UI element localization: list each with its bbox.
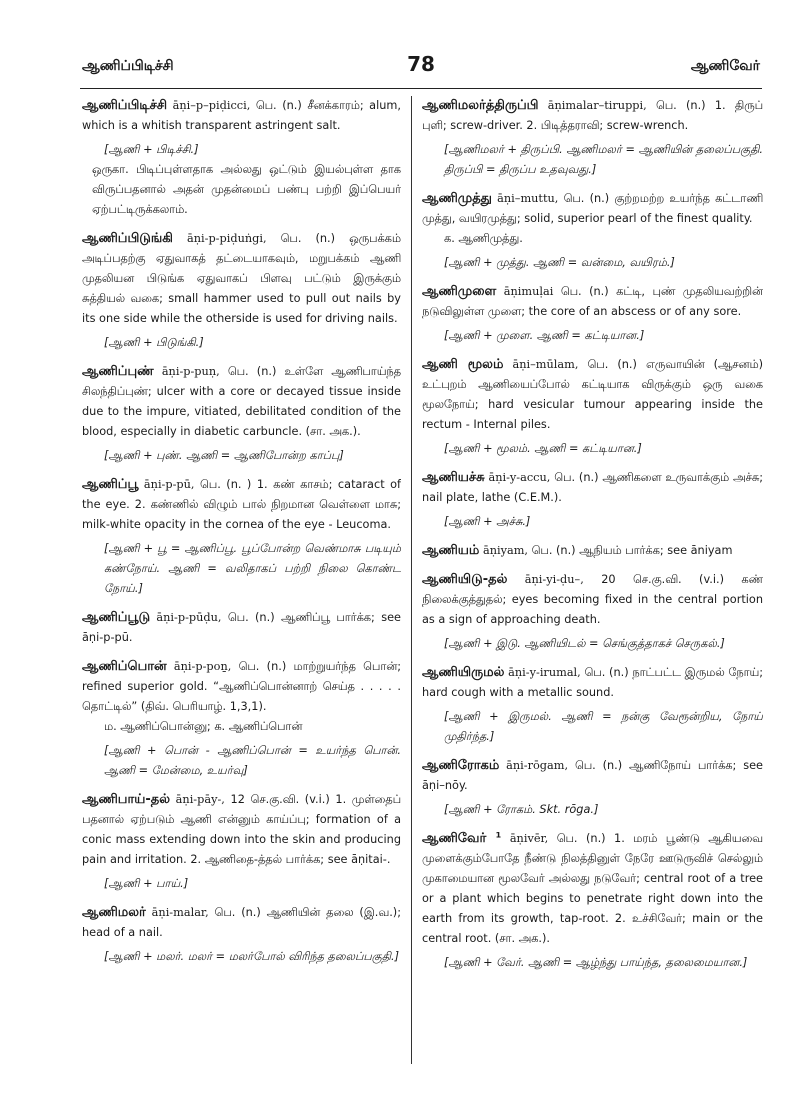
etymology: [ஆணி + முத்து. ஆணி = வன்மை, வயிரம்.] xyxy=(444,256,675,269)
etymology: [ஆணி + மலர். மலர் = மலர்போல் விரிந்த தலைப்பகுதி.] xyxy=(104,950,400,963)
definition: பெ. (n.) சீனக்காரம்; alum, which is a whitish transparent astringent salt. xyxy=(82,99,401,132)
headword: ஆணியிடு-தல் xyxy=(422,572,508,587)
dictionary-entry xyxy=(82,475,401,599)
definition: பெ. (n.) எருவாயின் (ஆசனம்) உட்புறம் ஆணியைப்போல் கட்டியாக விருக்கும் ஒரு வகை மூலநோய்; hard vesicular tumour appearing inside the rectum - Internal piles. xyxy=(422,358,763,431)
header-rule xyxy=(80,88,762,89)
transliteration: āṇiyam, xyxy=(479,544,532,557)
definition: பெ. (n.) 1. மரம் பூண்டு ஆகியவை முளைக்கும்போதே நீண்டு நிலத்தினுள் நேரே ஊடுருவிச் செல்லும் முகாமையான மூலவேர் அல்லது நடுவேர்; central root of a tree or a plant which begins to penetrate right down into the earth from its growth, tap-root. 2. உச்சிவேர்; main or the central root. (சா. அக.). xyxy=(422,832,763,945)
dictionary-entry xyxy=(422,570,763,654)
dictionary-entry xyxy=(422,541,763,561)
dictionary-entry xyxy=(82,657,401,781)
left-guide-word: ஆணிப்பிடிச்சி xyxy=(82,58,174,74)
etymology: [ஆணி + பிடுங்கி.] xyxy=(104,336,204,349)
etymology: [ஆணி + இடு. ஆணியிடல் = செங்குத்தாகச் செருகல்.] xyxy=(444,637,725,650)
definition: பெ. (n.) ஆநியம் பார்க்க; see āniyam xyxy=(531,544,733,557)
cognates: ம. ஆணிப்பொன்னு; க. ஆணிப்பொன் xyxy=(104,720,303,733)
left-column xyxy=(82,96,401,1070)
right-column xyxy=(422,96,763,1070)
dictionary-entry xyxy=(82,903,401,967)
etymology: [ஆணிமலர் + திருப்பி. ஆணிமலர் = ஆணியின் தலைப்பகுதி. திருப்பி = திருப்ப உதவுவது.] xyxy=(444,143,763,176)
etymology: [ஆணி + மூலம். ஆணி = கட்டியான.] xyxy=(444,442,642,455)
headword: ஆணிமுளை xyxy=(422,284,497,299)
etymology: [ஆணி + அச்சு.] xyxy=(444,515,531,528)
definition: பெ. (n.) 1. திருப் புளி; screw-driver. 2. பிடித்தராவி; screw-wrench. xyxy=(422,99,763,132)
definition: பெ. (n.) கட்டி, புண் முதலியவற்றின் நடுவிலுள்ள முளை; the core of an abscess or of any sore. xyxy=(422,285,763,318)
page-header xyxy=(82,50,760,84)
etymology: [ஆணி + புண். ஆணி = ஆணிபோன்ற காப்பு] xyxy=(104,449,344,462)
transliteration: āṇi-rōgam, xyxy=(499,759,575,772)
headword: ஆணிப்புண் xyxy=(82,364,154,379)
etymology: [ஆணி + பிடிச்சி.] xyxy=(104,143,199,156)
definition: பெ. (n.) ஒருபக்கம் அடிப்பதற்கு ஏதுவாகத் தட்டையாகவும், மறுபக்கம் ஆணி முதலியன பிடுங்க ஏதுவாகப் பிளவு பட்டும் இருக்கும் சுத்தியல் வகை; small hammer used to pull out nails by its one side while the otherside is used for driving nails. xyxy=(82,232,401,325)
etymology: [ஆணி + வேர். ஆணி = ஆழ்ந்து பாய்ந்த, தலைமையான.] xyxy=(444,956,748,969)
dictionary-entry xyxy=(422,829,763,973)
transliteration: āṇi-p-piḍuṅgi, xyxy=(172,232,281,245)
definition: பெ. (n.) நாட்பட்ட இருமல் நோய்; hard cough with a metallic sound. xyxy=(422,666,763,699)
definition: பெ. (n.) மாற்றுயர்ந்த பொன்; refined superior gold. “ஆணிப்பொன்னாற் செய்த . . . . . தொட்டில்” (திவ். பெரியாழ். 1,3,1). xyxy=(82,660,401,713)
etymology: [ஆணி + பாய்.] xyxy=(104,877,189,890)
dictionary-entry xyxy=(82,96,401,220)
transliteration: āṇi-y-irumal, xyxy=(504,666,585,679)
headword: ஆணிப்பொன் xyxy=(82,659,167,674)
headword: ஆணிரோகம் xyxy=(422,758,500,773)
transliteration: āṇi–p–piḍicci, xyxy=(167,99,256,112)
definition: 20 செ.கு.வி. (v.i.) கண் நிலைக்குத்துதல்; eyes becoming fixed in the central portion as a sign of approaching death. xyxy=(422,573,763,626)
headword: ஆணிமலர்த்திருப்பி xyxy=(422,98,539,113)
headword: ஆணியிருமல் xyxy=(422,665,505,680)
headword: ஆணிப்பிடிச்சி xyxy=(82,98,168,113)
dictionary-entry xyxy=(422,96,763,180)
dictionary-entry xyxy=(422,189,763,273)
definition: பெ. (n.) ஆணிகளை உருவாக்கும் அச்சு; nail plate, lathe (C.E.M.). xyxy=(422,471,763,504)
headword: ஆணிபாய்-தல் xyxy=(82,792,171,807)
etymology: [ஆணி + ரோகம். Skt. rōga.] xyxy=(444,803,599,816)
page-number: 78 xyxy=(407,52,435,76)
dictionary-entry xyxy=(422,468,763,532)
transliteration: āṇivēr, xyxy=(501,832,557,845)
definition: பெ. (n.) ஆணியின் தலை (இ.வ.); head of a nail. xyxy=(82,906,401,939)
dictionary-entry xyxy=(422,282,763,346)
definition: பெ. (n.) ஆணிநோய் பார்க்க; see āṇi–nōy. xyxy=(422,759,763,792)
transliteration: āṇi–mūlam, xyxy=(503,358,588,371)
definition: பெ. (n.) ஆணிப்பூ பார்க்க; see āṇi-p-pū. xyxy=(82,611,401,644)
right-guide-word: ஆணிவேர் xyxy=(690,58,760,74)
transliteration: āṇi-p-puṇ, xyxy=(153,365,228,378)
transliteration: āṇi-y-accu, xyxy=(484,471,555,484)
etymology: [ஆணி + இருமல். ஆணி = நன்கு வேரூன்றிய, நோய் முதிர்ந்த.] xyxy=(444,710,763,743)
headword: ஆணியம் xyxy=(422,543,480,558)
transliteration: āṇimuḷai xyxy=(496,285,561,298)
headword: ஆணிவேர் ¹ xyxy=(422,831,502,846)
dictionary-entry xyxy=(422,355,763,459)
headword: ஆணிமுத்து xyxy=(422,191,492,206)
etymology: [ஆணி + பொன் - ஆணிப்பொன் = உயர்ந்த பொன். ஆணி = மேன்மை, உயர்வு] xyxy=(104,744,401,777)
cognates: க. ஆணிமுத்து. xyxy=(444,232,523,245)
definition: பெ. (n. ) 1. கண் காசம்; cataract of the eye. 2. கண்ணில் விழும் பால் நிறமான வெள்ளை மாசு; milk-white opacity in the cornea of the eye - Leucoma. xyxy=(82,478,401,531)
headword: ஆணிமலர் xyxy=(82,905,146,920)
transliteration: āṇimalar–tiruppi, xyxy=(538,99,656,112)
definition: 12 செ.கு.வி. (v.i.) 1. முள்தைப் பதனால் ஏற்படும் ஆணி என்னும் காய்ப்பு; formation of a conic mass extending down into the skin and producing pain and irritation. 2. ஆணிதை-த்தல் பார்க்க; see āṇitai-. xyxy=(82,793,401,866)
etymology: [ஆணி + முளை. ஆணி = கட்டியான.] xyxy=(444,329,645,342)
transliteration: āṇi-p-poṉ, xyxy=(166,660,239,673)
dictionary-entry xyxy=(422,663,763,747)
dictionary-entry xyxy=(82,362,401,466)
headword: ஆணிப்பிடுங்கி xyxy=(82,231,173,246)
headword: ஆணியச்சு xyxy=(422,470,485,485)
transliteration: āṇi-p-pū, xyxy=(138,478,201,491)
definition: பெ. (n.) உள்ளே ஆணிபாய்ந்த சிலந்திப்புண்; ulcer with a core or decayed tissue inside due to the impure, vitiated, debilitated condition of the blood, especially in diabetic carbuncle. (சா. அக.). xyxy=(82,365,401,438)
transliteration: āṇi–muttu, xyxy=(491,192,564,205)
dictionary-entry xyxy=(82,229,401,353)
headword: ஆணிப்பூ xyxy=(82,477,139,492)
definition: பெ. (n.) குற்றமற்ற உயர்ந்த கட்டாணி முத்து, வயிரமுத்து; solid, superior pearl of the finest quality. xyxy=(422,192,763,225)
usage-note: ஒருகா. பிடிப்புள்ளதாக அல்லது ஒட்டும் இயல்புள்ள தாக விருப்பதனால் அதன் முதன்மைப் பண்பு பற்றி இப்பெயர் ஏற்பட்டிருக்கலாம். xyxy=(92,163,401,216)
headword: ஆணி மூலம் xyxy=(422,357,504,372)
column-divider xyxy=(411,96,412,1064)
dictionary-entry xyxy=(82,790,401,894)
headword: ஆணிப்பூடு xyxy=(82,610,151,625)
transliteration: āṇi-pāy-, xyxy=(170,793,231,806)
dictionary-entry xyxy=(422,756,763,820)
dictionary-entry xyxy=(82,608,401,648)
transliteration: āṇi-yi-ḍu–, xyxy=(507,573,602,586)
etymology: [ஆணி + பூ = ஆணிப்பூ. பூப்போன்ற வெண்மாசு படியும் கண்நோய். ஆணி = வலிதாகப் பற்றி நிலை கொண்ட நோய்.] xyxy=(104,542,401,595)
transliteration: āṇi-malar, xyxy=(145,906,215,919)
transliteration: āṇi-p-pūḍu, xyxy=(150,611,228,624)
